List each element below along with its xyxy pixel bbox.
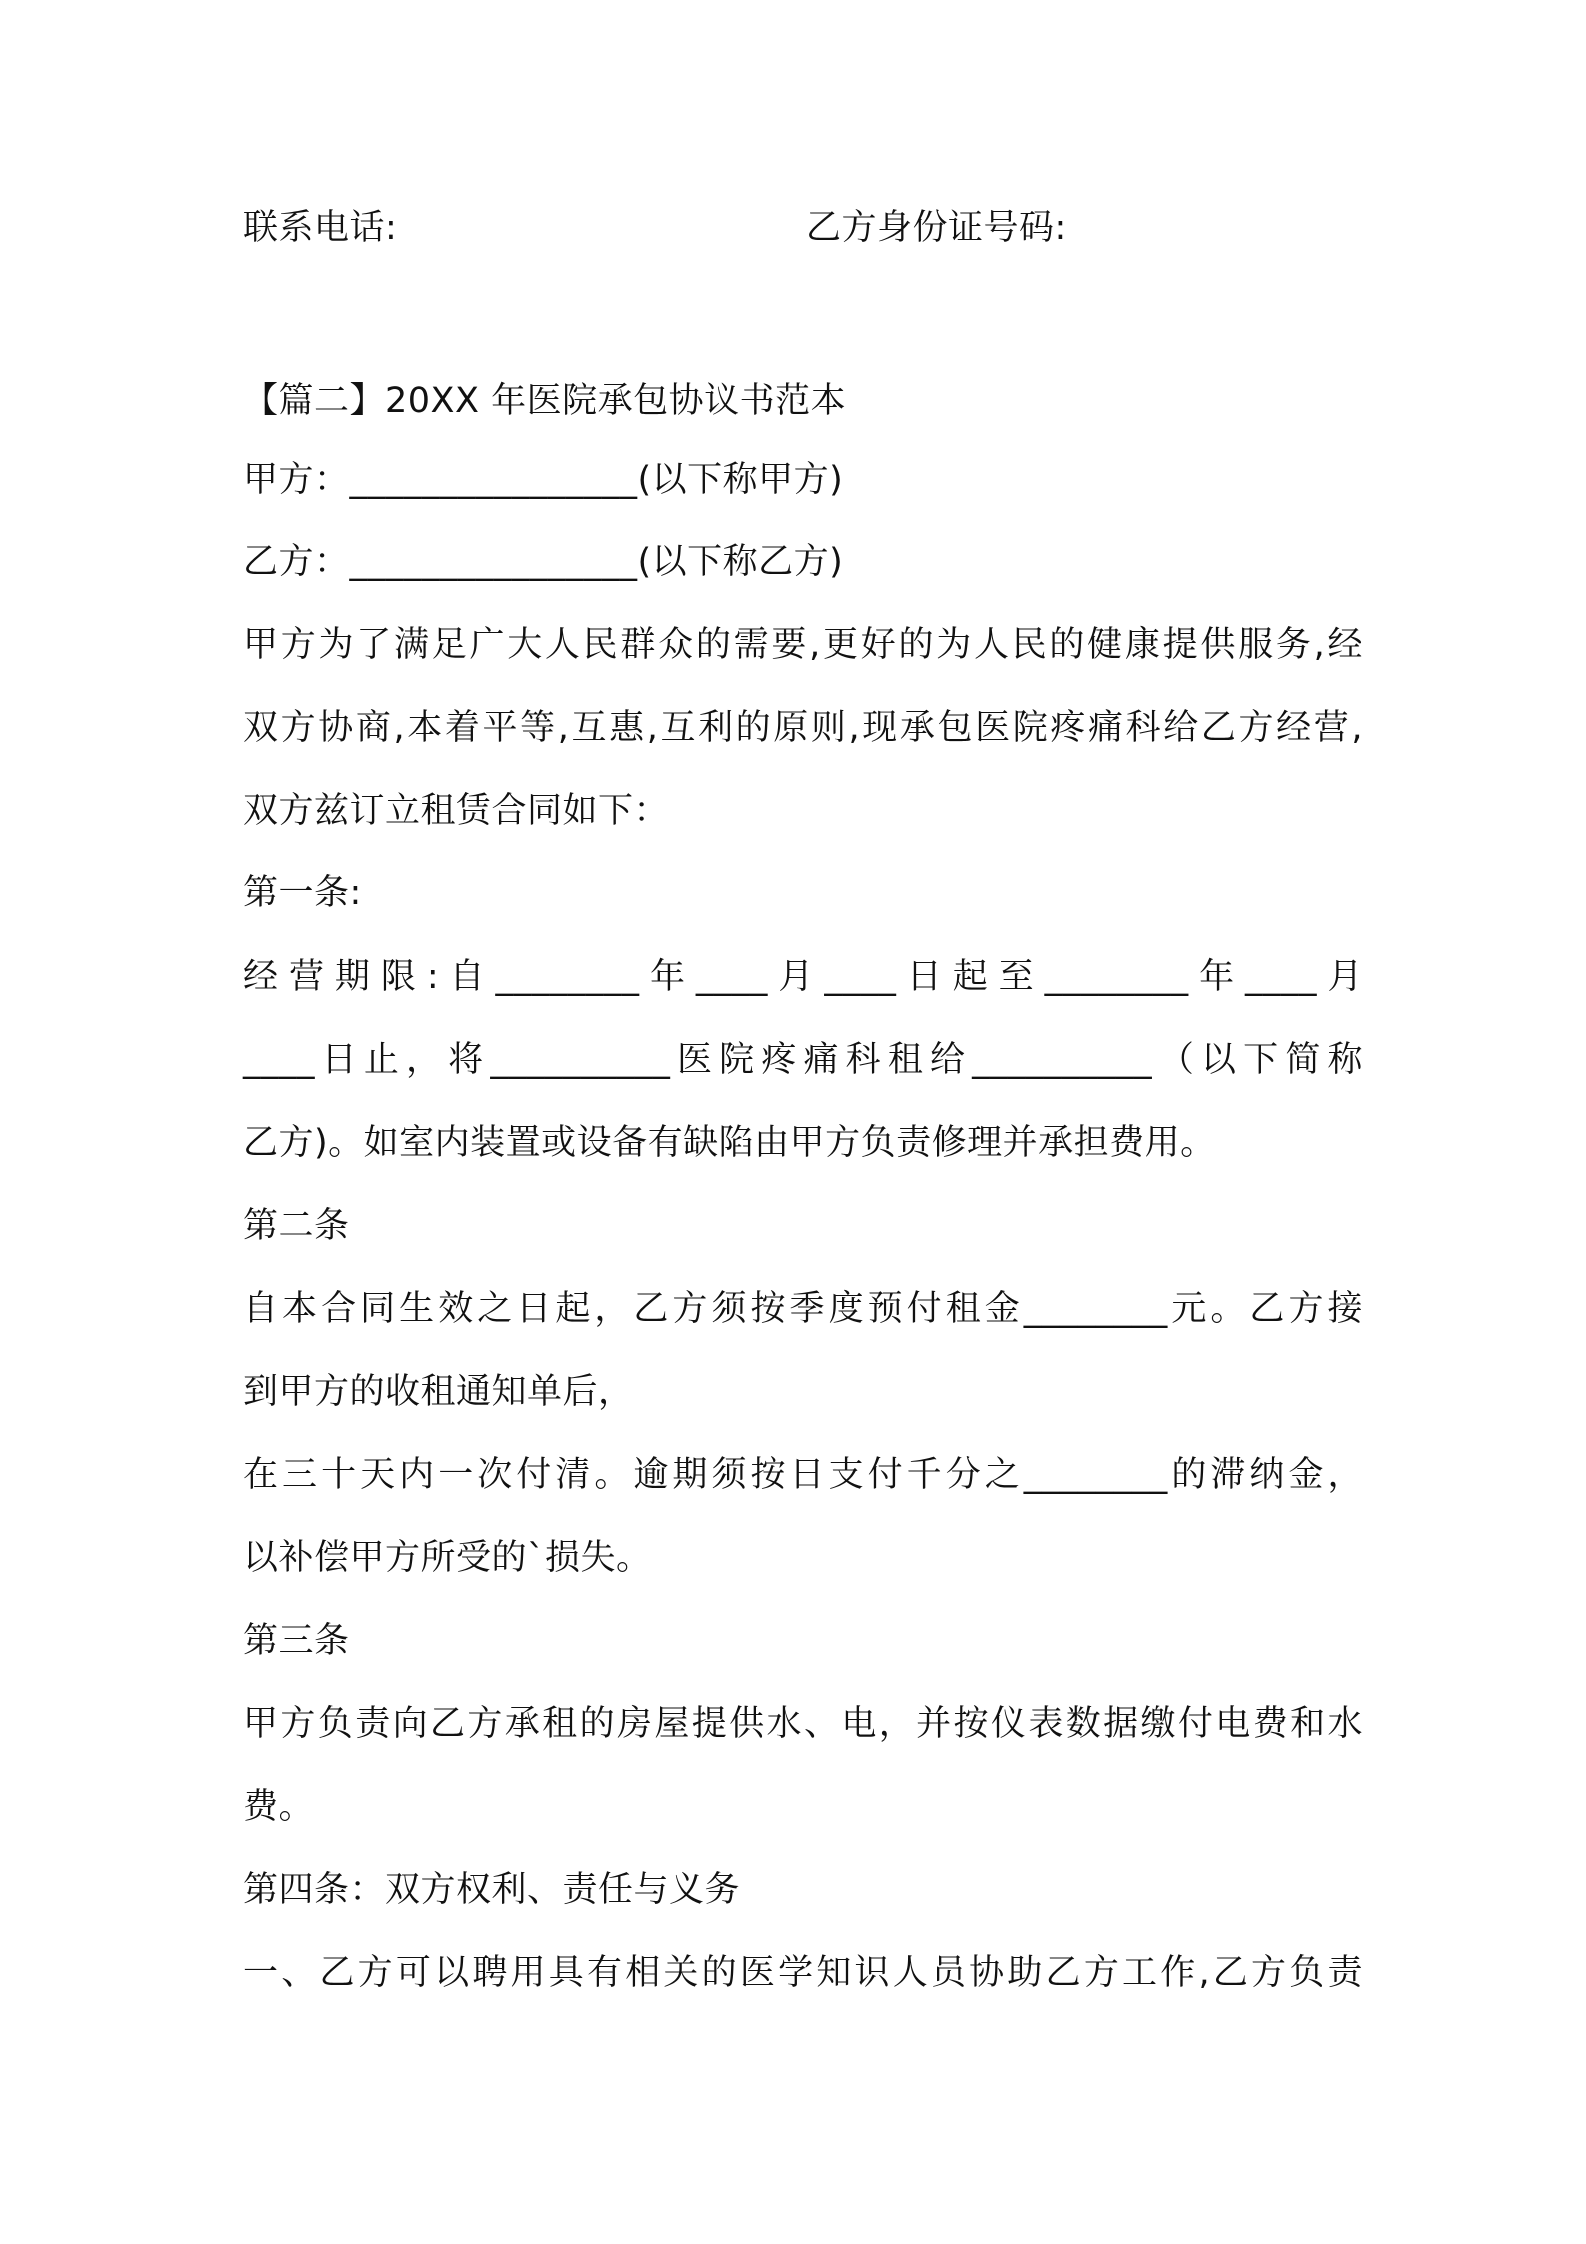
article-3-title: 第三条: [243, 1621, 350, 1661]
party-b-id-label: 乙方身份证号码:: [806, 208, 1067, 248]
article-3-line-2: 费。: [243, 1787, 315, 1827]
intro-line-2: 双方协商,本着平等,互惠,互利的原则,现承包医院疼痛科给乙方经营,: [243, 708, 1363, 748]
intro-line-3: 双方兹订立租赁合同如下：: [243, 791, 670, 831]
article-4-line-1: 一、乙方可以聘用具有相关的医学知识人员协助乙方工作,乙方负责: [243, 1953, 1363, 1993]
party-a-line: 甲方：________________(以下称甲方): [243, 460, 844, 500]
article-4-title: 第四条：双方权利、责任与义务: [243, 1870, 741, 1910]
contact-phone-label: 联系电话:: [243, 208, 398, 248]
article-2-line-4: 以补偿甲方所受的`损失。: [243, 1538, 652, 1578]
article-1-line-3: 乙方)。如室内装置或设备有缺陷由甲方负责修理并承担费用。: [243, 1123, 1216, 1163]
document-heading: 【篇二】20XX 年医院承包协议书范本: [243, 381, 847, 421]
article-2-line-3: 在三十天内一次付清。逾期须按日支付千分之________的滞纳金，: [243, 1455, 1363, 1495]
article-1-title: 第一条:: [243, 873, 362, 913]
article-2-title: 第二条: [243, 1206, 350, 1246]
intro-line-1: 甲方为了满足广大人民群众的需要,更好的为人民的健康提供服务,经: [243, 625, 1363, 665]
party-b-line: 乙方：________________(以下称乙方): [243, 542, 844, 582]
article-1-line-1: 经营期限:自________年____月____日起至________年____月: [243, 957, 1363, 997]
article-2-line-1: 自本合同生效之日起，乙方须按季度预付租金________元。乙方接: [243, 1289, 1363, 1329]
article-2-line-2: 到甲方的收租通知单后，: [243, 1372, 634, 1412]
article-3-line-1: 甲方负责向乙方承租的房屋提供水、电，并按仪表数据缴付电费和水: [243, 1704, 1363, 1744]
article-1-line-2: ____日止，将__________医院疼痛科租给__________（以下简称: [243, 1040, 1363, 1080]
